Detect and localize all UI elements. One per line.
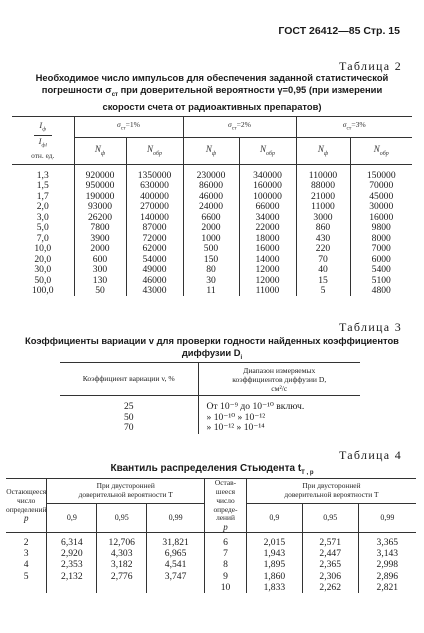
table-cell: 3,0 (36, 211, 49, 223)
table-cell: 5 (23, 570, 29, 582)
table-cell: 340000 (239, 171, 296, 181)
table-cell: 300 (74, 265, 126, 275)
table-cell: 5400 (350, 265, 412, 275)
table-cell: 43000 (126, 286, 183, 296)
table-cell: 3,365 (358, 537, 416, 548)
group-head-3: $\sigma_{ст}=3\%$ (296, 117, 412, 138)
table-cell: 72000 (126, 234, 183, 244)
table-cell: 80 (183, 265, 239, 275)
variation-value: 25 (123, 401, 134, 412)
table-cell: 15 (296, 276, 350, 286)
table-cell: 1,895 (246, 559, 302, 570)
variation-value: 70 (123, 422, 134, 434)
table-cell: 6000 (350, 255, 412, 265)
table-cell: 26200 (74, 213, 126, 223)
table-cell: 1350000 (126, 171, 183, 181)
table-cell (97, 582, 147, 593)
table-cell: 24000 (183, 202, 239, 212)
table-cell: 3 (23, 548, 29, 560)
table-cell: 2,821 (358, 582, 416, 593)
table-cell (147, 582, 205, 593)
table-cell: 2,447 (302, 548, 358, 559)
t4-prob: 0,99 (147, 504, 205, 533)
table-cell: 100000 (239, 192, 296, 202)
table-cell: 70000 (350, 181, 412, 191)
table-cell: 11000 (296, 202, 350, 212)
table-cell: 1,833 (246, 582, 302, 593)
table-cell: 4,541 (147, 559, 205, 570)
table-cell: 5100 (350, 276, 412, 286)
table-cell: 160000 (239, 181, 296, 191)
table-cell: 1,7 (36, 190, 49, 202)
table-cell: 62000 (126, 244, 183, 254)
table-cell: 66000 (239, 202, 296, 212)
table-cell: 1,3 (36, 170, 49, 181)
table-row (12, 265, 412, 275)
table2 (12, 116, 412, 296)
table-cell: 600 (74, 255, 126, 265)
diffusion-range: От 10⁻⁹ до 10⁻¹⁰ включ. (198, 402, 360, 413)
table-cell: 3000 (296, 213, 350, 223)
table-cell: 150 (183, 255, 239, 265)
table-cell: 1000 (183, 234, 239, 244)
table-cell: 30 (183, 276, 239, 286)
table4-caption: Квантиль распределения Стьюдента $t_{T , p}$ (110, 463, 314, 476)
table4 (6, 478, 416, 593)
table-cell: 12,706 (97, 537, 147, 548)
subhead-nf-3: $N_ф$ (296, 138, 350, 165)
table-cell: 2,920 (47, 548, 97, 559)
table-cell: 3,747 (147, 571, 205, 582)
page-header: ГОСТ 26412—85 Стр. 15 (278, 25, 400, 37)
table-cell: 9800 (350, 223, 412, 233)
table-cell (6, 582, 47, 593)
table3 (60, 362, 360, 434)
table-cell: 3,143 (358, 548, 416, 559)
table-cell: 2,365 (302, 559, 358, 570)
table-cell: 86000 (183, 181, 239, 191)
table-cell: 6600 (183, 213, 239, 223)
table-cell: 31,821 (147, 537, 205, 548)
group-head-2: $\sigma_{ст}=2\%$ (183, 117, 296, 138)
table-cell: 46000 (183, 192, 239, 202)
table-cell: 2 (23, 537, 29, 548)
table-cell: 12000 (239, 265, 296, 275)
caption-line-3: скорости счета от радиоактивных препаратов) (102, 100, 322, 112)
table-cell: 2,015 (246, 537, 302, 548)
table-cell: 110000 (296, 171, 350, 181)
table-cell: 2000 (74, 244, 126, 254)
table-cell: 2000 (183, 223, 239, 233)
table-cell: 2,571 (302, 537, 358, 548)
table-cell: 87000 (126, 223, 183, 233)
table-cell: 3,182 (97, 559, 147, 570)
t4-prob: 0,9 (47, 504, 97, 533)
t4-prob: 0,99 (358, 504, 416, 533)
table-cell: 16000 (239, 244, 296, 254)
table-cell: 7 (205, 548, 247, 559)
table-cell: 30,0 (34, 264, 52, 276)
table-row (6, 582, 416, 593)
table-cell: 400000 (126, 192, 183, 202)
table-cell: 30000 (350, 202, 412, 212)
table-cell: 2,306 (302, 571, 358, 582)
table-cell: 22000 (239, 223, 296, 233)
table-cell: 1,860 (246, 571, 302, 582)
group-head-1: $\sigma_{ст}=1\%$ (74, 117, 183, 138)
table2-label: Таблица 2 (338, 59, 402, 73)
table-cell: 6 (205, 537, 247, 548)
table-row (6, 571, 416, 582)
t4-prob: 0,95 (302, 504, 358, 533)
table-cell: 1,943 (246, 548, 302, 559)
table-cell: 10 (205, 582, 247, 593)
table-cell: 4800 (350, 286, 412, 296)
t4-head-group-left: При двусторонней доверительной вероятности T (47, 479, 205, 504)
table-cell: 2,998 (358, 559, 416, 570)
col0-header: $I_ф$ $I_{фl}$ отн. ед. (12, 117, 74, 165)
table-cell: 630000 (126, 181, 183, 191)
table-cell: 2,353 (47, 559, 97, 570)
table-cell: 190000 (74, 192, 126, 202)
table-cell: 8000 (350, 234, 412, 244)
table-row (12, 286, 412, 296)
table-cell: 11000 (239, 286, 296, 296)
table-cell: 54000 (126, 255, 183, 265)
table-cell: 2,132 (47, 571, 97, 582)
table-row (6, 548, 416, 559)
t3-head-right: Диапазон измеряемых коэффициентов диффузии D, см²/с (198, 363, 360, 396)
diffusion-range: » 10⁻¹⁰ » 10⁻¹² (198, 413, 360, 424)
table-cell: 2,776 (97, 571, 147, 582)
t4-prob: 0,95 (97, 504, 147, 533)
table-cell: 5 (296, 286, 350, 296)
table-cell: 16000 (350, 213, 412, 223)
table-cell: 920000 (74, 171, 126, 181)
table-cell: 220 (296, 244, 350, 254)
table-cell: 2,0 (36, 201, 49, 213)
table-cell: 46000 (126, 276, 183, 286)
table-cell: 2,896 (358, 571, 416, 582)
table-cell: 2,262 (302, 582, 358, 593)
table-row (60, 423, 360, 434)
caption-line-1: Необходимое число импульсов для обеспечения заданной статистической (35, 72, 389, 83)
subhead-nf-1: $N_ф$ (74, 138, 126, 165)
table-cell (47, 582, 97, 593)
table-cell: 20,0 (34, 253, 52, 265)
variation-value: 50 (123, 411, 134, 423)
table-cell: 270000 (126, 202, 183, 212)
t4-head-group-right: При двусторонней доверительной вероятности T (246, 479, 416, 504)
table3-label: Таблица 3 (338, 320, 402, 334)
t4-head-left: Остающееся число определений p (6, 479, 47, 533)
t4-prob: 0,9 (246, 504, 302, 533)
t4-head-mid: Остав- шееся число опреде- лений p (205, 479, 247, 533)
table-cell: 93000 (74, 202, 126, 212)
table2-caption (0, 72, 424, 112)
table-cell: 40 (296, 265, 350, 275)
table-cell: 130 (74, 276, 126, 286)
table-cell: 6,965 (147, 548, 205, 559)
table-cell: 6,314 (47, 537, 97, 548)
diffusion-range: » 10⁻¹² » 10⁻¹⁴ (198, 423, 360, 434)
table-cell: 50 (74, 286, 126, 296)
table-cell: 100,0 (31, 284, 54, 296)
table-row (6, 537, 416, 548)
table-cell: 49000 (126, 265, 183, 275)
table-cell: 4,303 (97, 548, 147, 559)
table-cell: 5,0 (36, 222, 49, 234)
table-cell: 70 (296, 255, 350, 265)
table-cell: 500 (183, 244, 239, 254)
table-cell: 7000 (350, 244, 412, 254)
table-cell: 88000 (296, 181, 350, 191)
table-cell: 21000 (296, 192, 350, 202)
table-cell: 9 (205, 571, 247, 582)
subhead-nobr-3: $N_{обр}$ (350, 138, 412, 165)
table-cell: 34000 (239, 213, 296, 223)
subhead-nf-2: $N_ф$ (183, 138, 239, 165)
table-cell: 3900 (74, 234, 126, 244)
table4-label: Таблица 4 (338, 448, 402, 462)
table-cell: 950000 (74, 181, 126, 191)
table-cell: 150000 (350, 171, 412, 181)
subhead-nobr-1: $N_{обр}$ (126, 138, 183, 165)
caption-line-2: погрешности $\sigma_{ст}$ при доверительной вероятности γ=0,95 (при измерении (41, 83, 383, 98)
table-cell: 7,0 (36, 232, 49, 244)
table-cell: 4 (23, 559, 29, 571)
table-cell: 1,5 (36, 180, 49, 192)
table-row (60, 402, 360, 413)
table-cell: 14000 (239, 255, 296, 265)
table-cell: 860 (296, 223, 350, 233)
subhead-nobr-2: $N_{обр}$ (239, 138, 296, 165)
t3-head-left: Коэффициент вариации v, % (82, 373, 175, 383)
table-cell: 12000 (239, 276, 296, 286)
table-cell: 50,0 (34, 274, 52, 286)
table-cell: 430 (296, 234, 350, 244)
table3-caption: Коэффициенты вариации v для проверки годности найденных коэффициентов диффузии $D_i$ (25, 335, 399, 361)
table-cell: 10,0 (34, 243, 52, 255)
table-cell: 18000 (239, 234, 296, 244)
table-cell: 140000 (126, 213, 183, 223)
table-cell: 7800 (74, 223, 126, 233)
table-cell: 8 (205, 559, 247, 570)
table-cell: 11 (183, 286, 239, 296)
table-row (6, 559, 416, 570)
table-cell: 45000 (350, 192, 412, 202)
table-cell: 230000 (183, 171, 239, 181)
